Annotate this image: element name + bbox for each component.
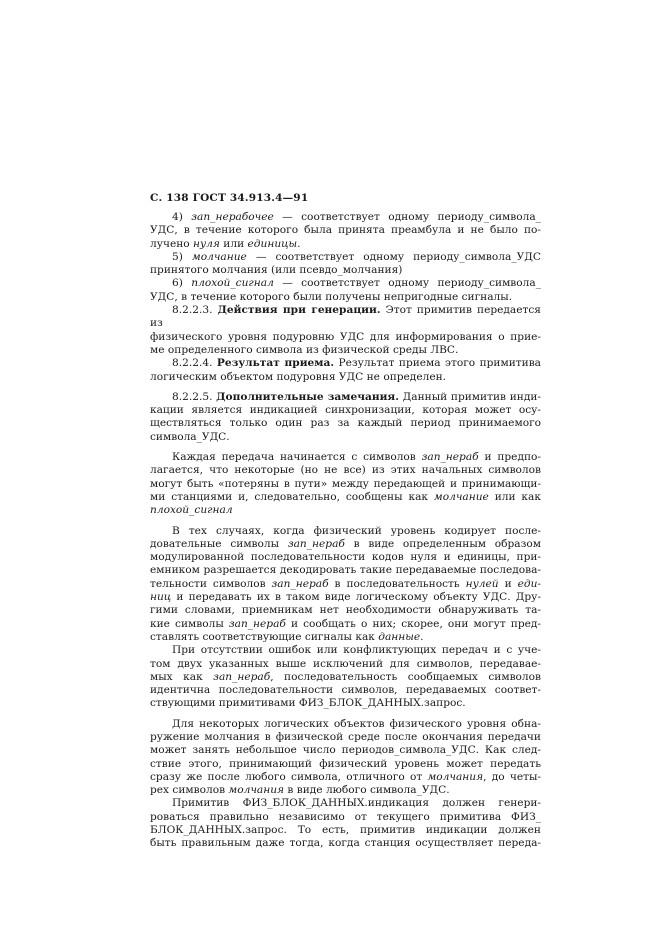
text-run: в виде любого символа_УДС. — [284, 784, 450, 797]
text-line — [150, 797, 541, 810]
paragraph-section-8-2-2-3 — [150, 304, 541, 357]
text-run: ществляться только один раз за каждый период принимаемого — [150, 417, 541, 430]
text-run: кации является индикацией синхронизации, которая может осу- — [150, 404, 541, 417]
text-run: Данный примитив инди- — [398, 390, 541, 403]
text-run: ми станциями и, следовательно, сообщены как — [150, 490, 434, 503]
text-run: или — [219, 237, 248, 250]
text-line — [150, 404, 541, 417]
text-run: модулированной последовательности кодов нуля и единицы, при- — [150, 551, 541, 564]
text-run: и предпо- — [478, 451, 541, 464]
text-line — [150, 417, 541, 430]
text-run: 8.2.2.3. — [172, 304, 218, 317]
text-run: могут быть «потеряны в пути» между передающей и принимающи- — [150, 477, 541, 490]
text-line — [150, 371, 541, 384]
text-line — [150, 631, 541, 644]
text-run: тельности символов — [150, 577, 272, 590]
italic-term: зап_нераб — [421, 451, 479, 464]
text-run: довательные символы — [150, 537, 288, 550]
text-line — [150, 331, 541, 344]
italic-term: плохой_сигнал — [150, 504, 233, 517]
text-line — [150, 464, 541, 477]
text-run: 8.2.2.5. — [172, 390, 217, 403]
text-line — [150, 525, 541, 538]
text-run: емником разрешается декодировать такие передаваемые последова- — [150, 564, 541, 577]
text-line — [150, 758, 541, 771]
text-run: может занять небольшое число периодов_символа_УДС. Как след- — [150, 744, 541, 757]
text-line — [150, 277, 541, 290]
text-run: сразу же после любого символа, отличного от — [150, 770, 428, 783]
text-run: Каждая передача начинается с символов — [172, 451, 422, 464]
text-run: В тех случаях, когда физический уровень кодирует после- — [172, 524, 541, 537]
text-run: БЛОК_ДАННЫХ.запрос. То есть, примитив индикации должен — [150, 824, 541, 837]
text-line — [150, 684, 541, 697]
paragraph-section-8-2-2-4 — [150, 357, 541, 384]
text-line — [150, 224, 541, 237]
text-line — [150, 491, 541, 504]
paragraph-para-encoding — [150, 525, 541, 645]
text-run: в последовательность — [328, 577, 466, 590]
text-run: лагается, что некоторые (но не все) из этих начальных символов — [150, 464, 541, 477]
text-run: в виде определенным образом — [344, 537, 541, 550]
text-run: — соответствует одному периоду_символа_ — [273, 277, 541, 290]
text-run: — соответствует одному периоду_символа_УДС — [246, 250, 541, 263]
text-run: 5) — [172, 250, 192, 263]
bold-heading: Дополнительные замечания. — [216, 390, 399, 403]
paragraph-para-no-errors — [150, 644, 541, 710]
text-line — [150, 551, 541, 564]
text-line — [150, 744, 541, 757]
paragraph-section-8-2-2-5 — [150, 391, 541, 444]
text-run: лучено — [150, 237, 194, 250]
italic-term: нуля — [193, 237, 220, 250]
italic-term: данные — [378, 630, 421, 643]
text-run: рех символов — [150, 784, 229, 797]
text-run: УДС, в течение которого была принята преамбула и не было по- — [150, 224, 541, 237]
text-run: физического уровня подуровню УДС для информирования о прие- — [150, 330, 541, 343]
text-run: или как — [488, 490, 541, 503]
text-line — [150, 357, 541, 370]
italic-term: плохой_сигнал — [191, 277, 274, 290]
text-line — [150, 251, 541, 264]
text-run: 4) — [172, 211, 192, 223]
text-line — [150, 344, 541, 357]
text-run: гими словами, приемникам нет необходимости обнаруживать та- — [150, 604, 541, 617]
text-line — [150, 618, 541, 631]
text-run: Результат приема этого примитива — [334, 357, 541, 370]
text-run: ружение молчания в физической среде после окончания передачи — [150, 730, 541, 743]
text-line — [150, 591, 541, 604]
text-line — [150, 564, 541, 577]
text-run: — соответствует одному периоду_символа_ — [273, 211, 541, 223]
text-run: Для некоторых логических объектов физического уровня обна- — [172, 717, 541, 730]
text-line — [150, 538, 541, 551]
bold-heading: Действия при генерации. — [217, 304, 381, 317]
text-run: и сообщать о них; скорее, они могут пред- — [285, 617, 541, 630]
text-run: . — [420, 630, 424, 643]
text-run: идентична последовательности символов, передаваемых соответ- — [150, 684, 541, 697]
text-line — [150, 837, 541, 850]
text-line — [150, 291, 541, 304]
text-line — [150, 478, 541, 491]
text-run: ствие этого, принимающий физический уровень может передать — [150, 757, 541, 770]
page-header: С. 138 ГОСТ 34.913.4—91 — [150, 192, 309, 204]
text-line — [150, 238, 541, 251]
text-run: При отсутствии ошибок или конфликтующих передач и с уче- — [172, 644, 541, 657]
text-line — [150, 451, 541, 464]
text-line — [150, 784, 541, 797]
italic-term: молчания — [228, 784, 285, 797]
text-run: Примитив ФИЗ_БЛОК_ДАННЫХ.индикация должен генери- — [172, 797, 541, 810]
text-line — [150, 697, 541, 710]
paragraph-item-6 — [150, 277, 541, 304]
italic-term: зап_нераб — [271, 577, 329, 590]
text-run: ставлять соответствующие сигналы как — [150, 630, 379, 643]
paragraph-item-4 — [150, 211, 541, 251]
italic-term: нулей — [465, 577, 499, 590]
italic-term: молчания — [427, 770, 484, 783]
text-line — [150, 304, 541, 331]
text-line — [150, 658, 541, 671]
paragraph-para-transmission-start — [150, 451, 541, 517]
paragraph-para-silence-detect — [150, 718, 541, 798]
text-run: роваться правильно независимо от текущего примитива ФИЗ_ — [150, 810, 541, 823]
text-line — [150, 504, 541, 517]
italic-term: еди- — [517, 577, 542, 590]
text-run: ствующими примитивами ФИЗ_БЛОК_ДАННЫХ.запрос. — [150, 697, 466, 710]
italic-term: молчание — [433, 490, 489, 503]
italic-term: единицы — [247, 237, 298, 250]
text-line — [150, 264, 541, 277]
text-line — [150, 811, 541, 824]
text-line — [150, 731, 541, 744]
text-line — [150, 771, 541, 784]
text-run: ме определенного символа из физической среды ЛВС. — [150, 343, 459, 356]
text-run: принятого молчания (или псевдо_молчания) — [150, 264, 403, 277]
text-run: быть правильным даже тогда, когда станция осуществляет переда- — [150, 837, 541, 850]
italic-term: зап_нераб — [287, 537, 345, 550]
italic-term: молчание — [191, 250, 247, 263]
text-run: и — [498, 577, 518, 590]
text-line — [150, 211, 541, 224]
text-line — [150, 578, 541, 591]
text-line — [150, 671, 541, 684]
italic-term: зап_нерабочее — [191, 211, 274, 223]
text-run: УДС, в течение которого были получены непригодные сигналы. — [150, 290, 513, 303]
text-line — [150, 604, 541, 617]
text-run: . — [297, 237, 301, 250]
text-run: символа_УДС. — [150, 430, 230, 443]
italic-term: зап_нераб — [228, 617, 286, 630]
document-body — [150, 211, 541, 851]
text-run: том двух указанных выше исключений для символов, передавае- — [150, 657, 541, 670]
text-line — [150, 431, 541, 444]
text-run: Этот примитив передается из — [150, 304, 541, 330]
text-line — [150, 391, 541, 404]
text-run: кие символы — [150, 617, 229, 630]
text-run: мых как — [150, 670, 214, 683]
text-run: и передавать их в таком виде логическому объекту УДС. Дру- — [171, 591, 541, 604]
text-run: , последовательность сообщаемых символов — [270, 670, 541, 683]
text-line — [150, 824, 541, 837]
paragraph-para-primitive — [150, 797, 541, 850]
italic-term: зап_нераб — [213, 670, 271, 683]
text-run: логическим объектом подуровня УДС не определен. — [150, 370, 447, 383]
italic-term: ниц — [150, 591, 172, 604]
text-run: , до четы- — [483, 770, 542, 783]
text-run: 8.2.2.4. — [172, 357, 217, 370]
text-line — [150, 644, 541, 657]
bold-heading: Результат приема. — [216, 357, 335, 370]
paragraph-item-5 — [150, 251, 541, 278]
text-run: 6) — [172, 277, 192, 290]
text-line — [150, 718, 541, 731]
